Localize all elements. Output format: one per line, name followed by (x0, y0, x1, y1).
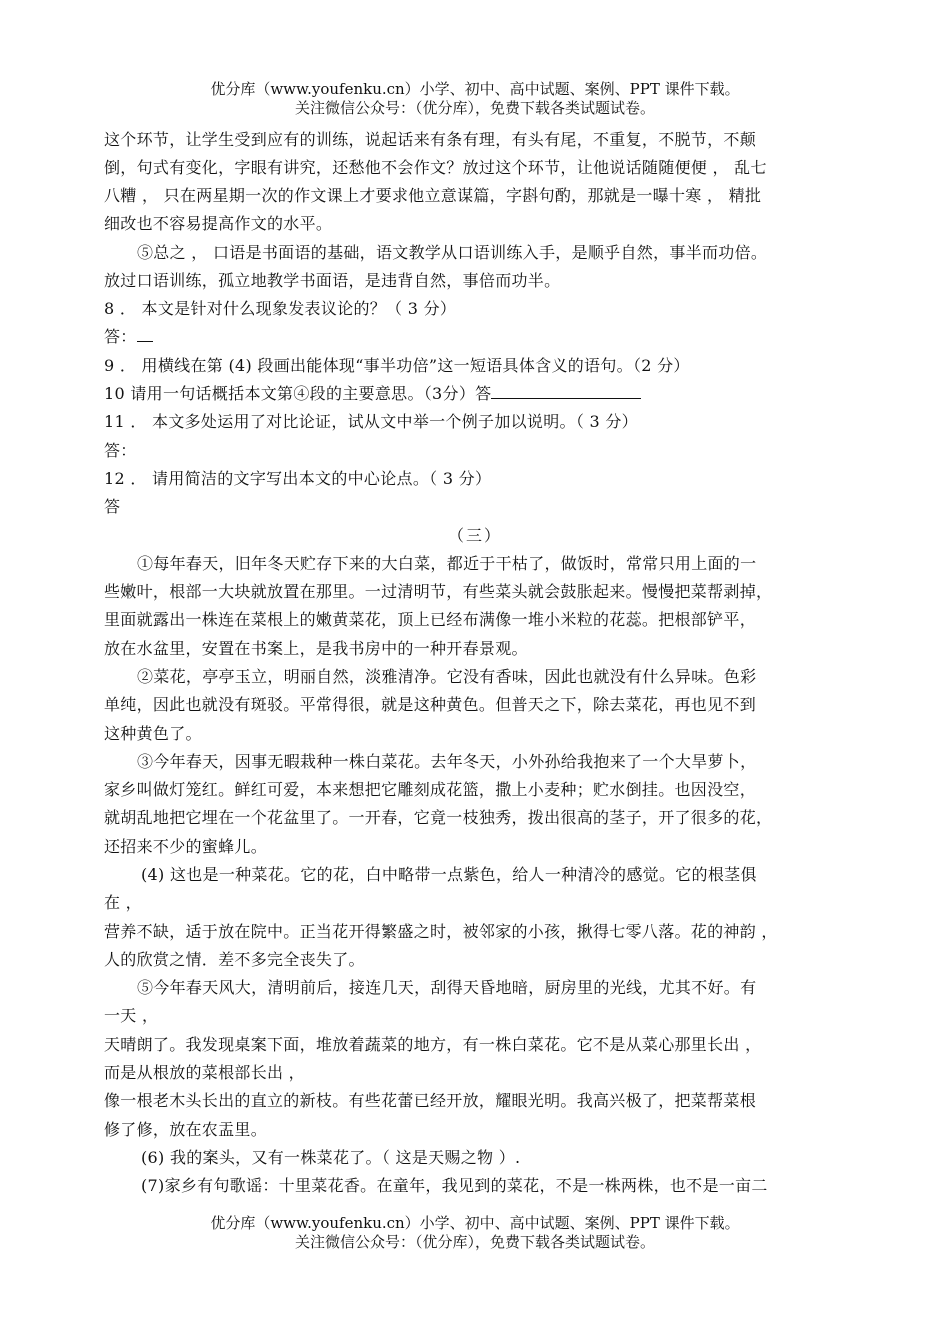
text-line: 放在水盆里，安置在书案上，是我书房中的一种开春景观。 (104, 639, 528, 658)
answer-blank (137, 327, 153, 342)
text-line: ⑤今年春天风大，清明前后，接连几天，刮得天昏地暗，厨房里的光线，尤其不好。有 (137, 978, 757, 997)
text-line: 就胡乱地把它埋在一个花盆里了。一开春，它竟一枝独秀，拨出很高的茎子，开了很多的花， (104, 808, 773, 827)
text-line: 里面就露出一株连在菜根上的嫩黄菜花，顶上已经布满像一堆小米粒的花蕊。把根部铲平， (104, 610, 757, 629)
text-line: ①每年春天，旧年冬天贮存下来的大白菜，都近于干枯了，做饭时，常常只用上面的一 (137, 554, 757, 573)
header-line-2: 关注微信公众号：（优分库），免费下载各类试题试卷。 (294, 99, 655, 117)
text-line: 细改也不容易提高作文的水平。 (104, 214, 333, 233)
text-line: 修了修，放在农盂里。 (104, 1120, 268, 1139)
text-line: 放过口语训练，孤立地教学书面语，是违背自然，事倍而功半。 (104, 271, 561, 290)
text-line: 营养不缺，适于放在院中。正当花开得繁盛之时，被邻家的小孩，揪得七零八落。花的神韵 ， (104, 922, 778, 941)
text-line: 这种黄色了。 (104, 724, 202, 743)
text-line: 天晴朗了。我发现桌案下面，堆放着蔬菜的地方，有一株白菜花。它不是从菜心那里长出 ， (104, 1035, 762, 1054)
text-line: 在 ， (104, 893, 142, 912)
answer-line: 答： (104, 441, 137, 460)
answer-blank (491, 384, 641, 399)
page-header (0, 80, 950, 118)
question-12: 12 ． 请用简洁的文字写出本文的中心论点。（ 3 分） (104, 469, 492, 488)
text-line: 一天 ， (104, 1006, 159, 1025)
question-10: 10 请用一句话概括本文第④段的主要意思。（3分）答 (104, 384, 641, 404)
page-footer (0, 1214, 950, 1252)
text-line: 而是从根放的菜根部长出 ， (104, 1063, 305, 1082)
text-line: (7)家乡有句歌谣：十里菜花香。在童年，我见到的菜花，不是一株两株，也不是一亩二 (141, 1176, 768, 1195)
text-line: 倒，句式有变化，字眼有讲究，还愁他不会作文？放过这个环节，让他说话随随便便 ， 乱七 (104, 158, 767, 177)
answer-line: 答： (104, 327, 153, 347)
text-line: ③今年春天，因事无暇栽种一株白菜花。去年冬天，小外孙给我抱来了一个大旱萝卜， (137, 752, 757, 771)
text-line: 还招来不少的蜜蜂儿。 (104, 837, 268, 856)
text-line: 人的欣赏之情．差不多完全丧失了。 (104, 950, 365, 969)
text-line: 像一根老木头长出的直立的新枝。有些花蕾已经开放，耀眼光明。我高兴极了，把菜帮菜根 (104, 1091, 757, 1110)
footer-line-2: 关注微信公众号：（优分库），免费下载各类试题试卷。 (294, 1233, 655, 1251)
text-line: (6) 我的案头，又有一株菜花了。（ 这是天赐之物 ）. (141, 1148, 521, 1167)
text-line: (4) 这也是一种菜花。它的花，白中略带一点紫色，给人一种清冷的感觉。它的根茎俱 (141, 865, 757, 884)
text-line: 单纯，因此也就没有斑驳。平常得很，就是这种黄色。但普天之下，除去菜花，再也见不到 (104, 695, 757, 714)
header-line-1: 优分库（www.youfenku.cn）小学、初中、高中试题、案例、PPT 课件下载。 (210, 80, 740, 98)
answer-line: 答 (104, 497, 121, 516)
question-9: 9 ． 用横线在第 (4) 段画出能体现“事半功倍”这一短语具体含义的语句。（2 分） (104, 356, 690, 375)
text-line: 些嫩叶，根部一大块就放置在那里。一过清明节，有些菜头就会鼓胀起来。慢慢把菜帮剥掉， (104, 582, 773, 601)
text-line: 八糟 ， 只在两星期一次的作文课上才要求他立意谋篇，字斟句酌，那就是一曝十寒 ， 精批 (104, 186, 762, 205)
text-line: ⑤总之 ， 口语是书面语的基础，语文教学从口语训练入手，是顺乎自然，事半而功倍。 (137, 243, 768, 262)
section-title: （三） (447, 526, 502, 545)
text-line: ②菜花，亭亭玉立，明丽自然，淡雅清净。它没有香味，因此也就没有什么异味。色彩 (137, 667, 757, 686)
text-line: 家乡叫做灯笼红。鲜红可爱，本来想把它雕刻成花篮，撒上小麦种；贮水倒挂。也因没空， (104, 780, 757, 799)
footer-line-1: 优分库（www.youfenku.cn）小学、初中、高中试题、案例、PPT 课件下载。 (210, 1214, 740, 1232)
question-11: 11 ． 本文多处运用了对比论证，试从文中举一个例子加以说明。（ 3 分） (104, 412, 638, 431)
question-8: 8 ． 本文是针对什么现象发表议论的？（ 3 分） (104, 299, 457, 318)
text-line: 这个环节，让学生受到应有的训练，说起话来有条有理，有头有尾，不重复，不脱节，不颠 (104, 130, 757, 149)
